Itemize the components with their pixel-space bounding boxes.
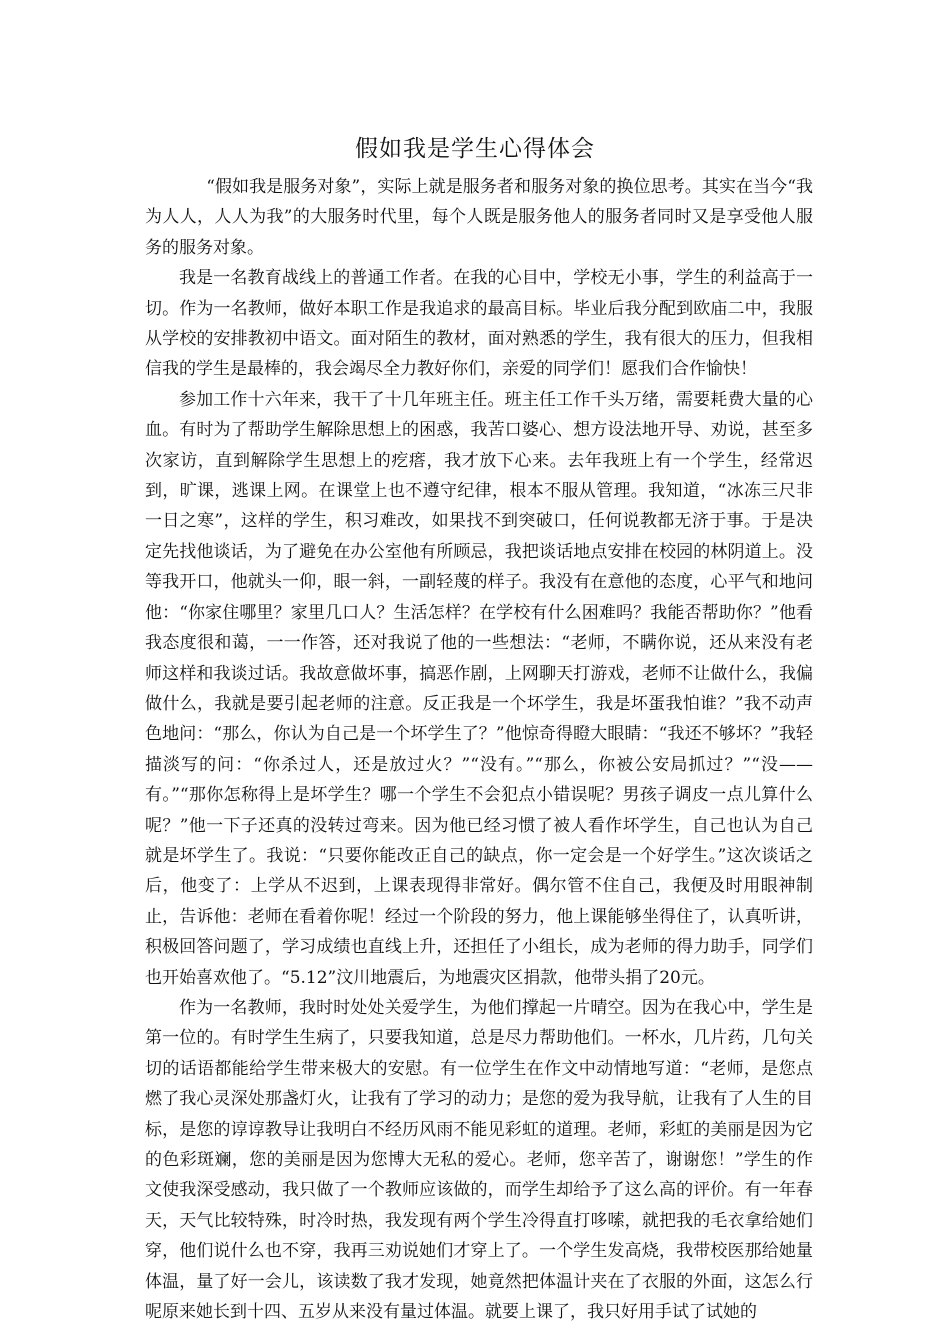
document-body	[145, 172, 813, 1327]
paragraph-class-teacher-story: 参加工作十六年来，我干了十几年班主任。班主任工作千头万绪，需要耗费大量的心血。有时为了帮助学生解除思想上的困惑，我苦口婆心、想方设法地开导、劝说，甚至多次家访，直到解除学生思想上的疙瘩，我才放下心来。去年我班上有一个学生，经常迟到，旷课，逃课上网。在课堂上也不遵守纪律，根本不服从管理。我知道，“冰冻三尺非一日之寒”，这样的学生，积习难改，如果找不到突破口，任何说教都无济于事。于是决定先找他谈话，为了避免在办公室他有所顾忌，我把谈话地点安排在校园的林阴道上。没等我开口，他就头一仰，眼一斜，一副轻蔑的样子。我没有在意他的态度，心平气和地问他：“你家住哪里？家里几口人？生活怎样？在学校有什么困难吗？我能否帮助你？”他看我态度很和蔼，一一作答，还对我说了他的一些想法：“老师，不瞒你说，还从来没有老师这样和我谈过话。我故意做坏事，搞恶作剧，上网聊天打游戏，老师不让做什么，我偏做什么，我就是要引起老师的注意。反正我是一个坏学生，我是坏蛋我怕谁？”我不动声色地问：“那么，你认为自己是一个坏学生了？”他惊奇得瞪大眼睛：“我还不够坏？”我轻描淡写的问：“你杀过人，还是放过火？”“没有。”“那么，你被公安局抓过？”“没——有。”“那你怎称得上是坏学生？哪一个学生不会犯点小错误呢？男孩子调皮一点儿算什么呢？”他一下子还真的没转过弯来。因为他已经习惯了被人看作坏学生，自己也认为自己就是坏学生了。我说：“只要你能改正自己的缺点，你一定会是一个好学生。”这次谈话之后，他变了：上学从不迟到，上课表现得非常好。偶尔管不住自己，我便及时用眼神制止，告诉他：老师在看着你呢！经过一个阶段的努力，他上课能够坐得住了，认真听讲，积极回答问题了，学习成绩也直线上升，还担任了小组长，成为老师的得力助手，同学们也开始喜欢他了。“5.12”汶川地震后，为地震灾区捐款，他带头捐了20元。	[145, 389, 813, 988]
paragraph-intro: “假如我是服务对象”，实际上就是服务者和服务对象的换位思考。其实在当今“我为人人，人人为我”的大服务时代里，每个人既是服务他人的服务者同时又是享受他人服务的服务对象。	[145, 177, 813, 258]
document-title: 假如我是学生心得体会	[355, 136, 595, 162]
paragraph-teacher-identity: 我是一名教育战线上的普通工作者。在我的心目中，学校无小事，学生的利益高于一切。作为一名教师，做好本职工作是我追求的最高目标。毕业后我分配到欧庙二中，我服从学校的安排教初中语文。面对陌生的教材，面对熟悉的学生，我有很大的压力，但我相信我的学生是最棒的，我会竭尽全力教好你们，亲爱的同学们！愿我们合作愉快！	[145, 268, 813, 380]
paragraph-caring-students: 作为一名教师，我时时处处关爱学生，为他们撑起一片晴空。因为在我心中，学生是第一位的。有时学生生病了，只要我知道，总是尽力帮助他们。一杯水，几片药，几句关切的话语都能给学生带来极大的安慰。有一位学生在作文中动情地写道：“老师，是您点燃了我心灵深处那盏灯火，让我有了学习的动力；是您的爱为我导航，让我有了人生的目标，是您的谆谆教导让我明白不经历风雨不能见彩虹的道理。老师，彩虹的美丽是因为它的色彩斑斓，您的美丽是因为您博大无私的爱心。老师，您辛苦了，谢谢您！”学生的作文使我深受感动，我只做了一个教师应该做的，而学生却给予了这么高的评价。有一年春天，天气比较特殊，时冷时热，我发现有两个学生冷得直打哆嗦，就把我的毛衣拿给她们穿，他们说什么也不穿，我再三劝说她们才穿上了。一个学生发高烧，我带校医那给她量体温，量了好一会儿，该读数了我才发现，她竟然把体温计夹在了衣服的外面，这怎么行呢原来她长到十四、五岁从来没有量过体温。就要上课了，我只好用手试了试她的	[145, 997, 813, 1323]
